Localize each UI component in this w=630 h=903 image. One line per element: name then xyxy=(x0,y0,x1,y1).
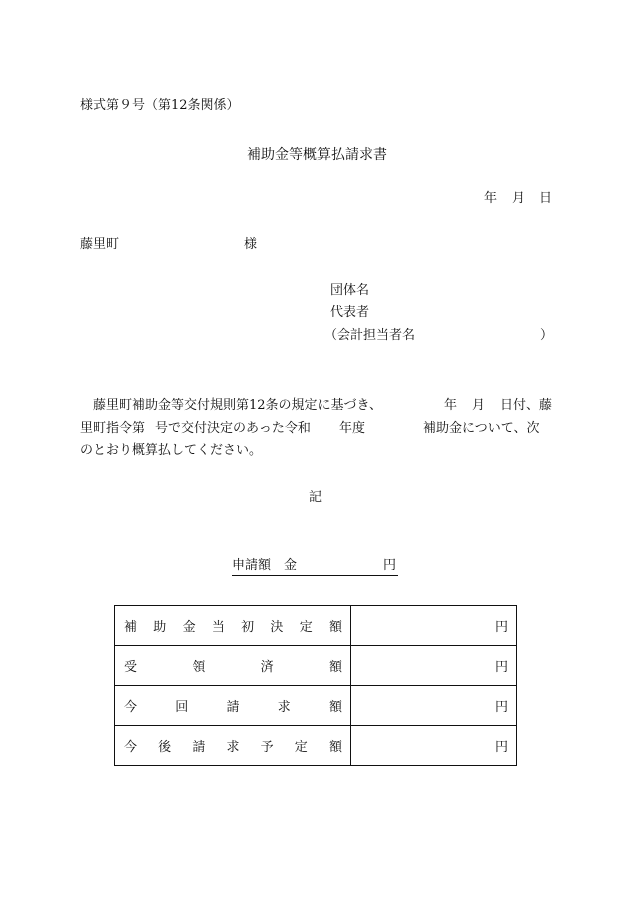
group-name-label: 団体名 xyxy=(330,283,370,298)
row-value-unit: 円 xyxy=(351,646,517,686)
amount-table xyxy=(114,605,517,766)
row-value-unit: 円 xyxy=(351,686,517,726)
body-line2-subsidy: 補助金について、次 xyxy=(423,421,540,436)
row-label-current-request xyxy=(115,686,351,726)
label-char: 金 xyxy=(182,620,196,635)
label-char: 当 xyxy=(211,620,225,635)
label-char: 初 xyxy=(241,620,255,635)
label-char: 今 xyxy=(124,700,138,715)
label-char: 助 xyxy=(153,620,167,635)
label-char: 額 xyxy=(328,740,342,755)
label-char: 今 xyxy=(124,740,138,755)
form-number: 様式第９号（第12条関係） xyxy=(80,98,240,113)
label-char: 請 xyxy=(192,740,206,755)
label-char: 後 xyxy=(158,740,172,755)
row-label-future-request xyxy=(115,726,351,766)
label-char: 補 xyxy=(124,620,138,635)
label-char: 額 xyxy=(328,700,342,715)
application-amount-unit: 円 xyxy=(382,558,396,573)
label-char: 決 xyxy=(270,620,284,635)
accountant-label: （会計担当者名 xyxy=(324,328,416,343)
label-char: 領 xyxy=(192,660,206,675)
date-year: 年 xyxy=(484,191,498,206)
label-char: 受 xyxy=(124,660,138,675)
body-line3: のとおり概算払してください。 xyxy=(80,443,263,458)
document-title: 補助金等概算払請求書 xyxy=(247,147,387,163)
label-char: 額 xyxy=(328,660,342,675)
row-label-initial-decision xyxy=(115,606,351,646)
ki-heading: 記 xyxy=(309,490,323,505)
date-month: 月 xyxy=(512,191,526,206)
body-line2-directive: 里町指令第 xyxy=(80,421,146,436)
row-value-unit: 円 xyxy=(351,606,517,646)
label-char: 定 xyxy=(294,740,308,755)
date-day: 日 xyxy=(539,191,553,206)
body-line1-month: 月 xyxy=(472,398,486,413)
accountant-close-paren: ） xyxy=(540,328,554,343)
application-amount-line xyxy=(232,557,398,576)
label-char: 求 xyxy=(226,740,240,755)
label-char: 求 xyxy=(277,700,291,715)
table-row xyxy=(115,686,517,726)
row-label-received xyxy=(115,646,351,686)
label-char: 額 xyxy=(328,620,342,635)
row-value-unit: 円 xyxy=(351,726,517,766)
addressee-honorific: 様 xyxy=(244,237,258,252)
body-line2-fiscal-year: 年度 xyxy=(339,421,366,436)
table-row xyxy=(115,726,517,766)
addressee-town: 藤里町 xyxy=(80,237,120,252)
table-row xyxy=(115,646,517,686)
label-char: 回 xyxy=(175,700,189,715)
representative-label: 代表者 xyxy=(330,305,370,320)
body-line1-year: 年 xyxy=(444,398,458,413)
body-line1-text: 藤里町補助金等交付規則第12条の規定に基づき、 xyxy=(93,398,383,413)
application-amount-label: 申請額 金 xyxy=(232,558,298,573)
label-char: 請 xyxy=(226,700,240,715)
table-row xyxy=(115,606,517,646)
label-char: 済 xyxy=(260,660,274,675)
label-char: 定 xyxy=(299,620,313,635)
label-char: 予 xyxy=(260,740,274,755)
body-line1-day: 日付、藤 xyxy=(500,398,553,413)
body-line2-decision: 号で交付決定のあった令和 xyxy=(155,421,311,436)
